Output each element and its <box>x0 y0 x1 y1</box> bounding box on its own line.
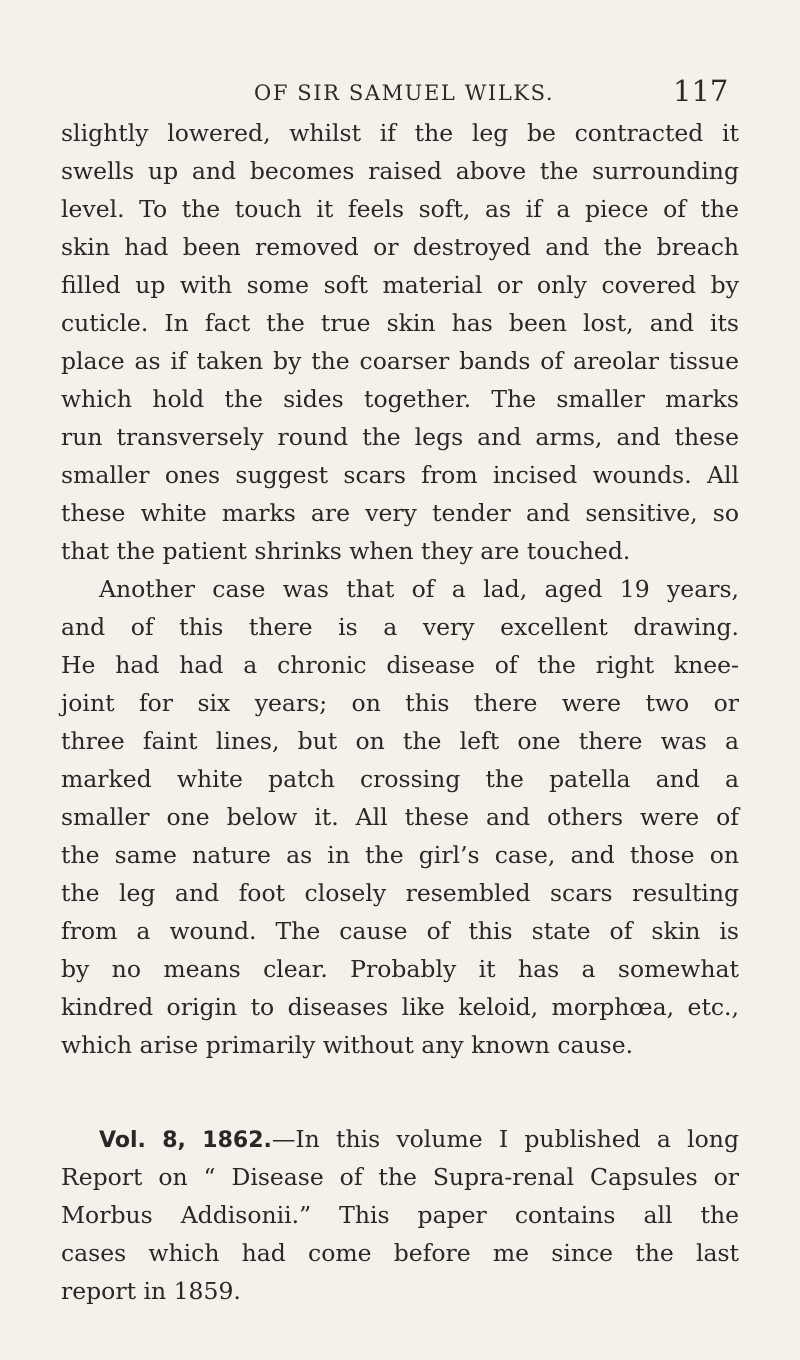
volume-heading: Vol. 8, 1862. <box>99 1128 272 1153</box>
text-line: which arise primarily without any known cause. <box>61 1031 634 1059</box>
text-line-rest: —In this volume I published a long <box>271 1125 739 1153</box>
text-line: by no means clear. Probably it has a somewhat <box>61 955 739 983</box>
text-line: smaller ones suggest scars from incised wounds. All <box>61 461 739 489</box>
text-line: Report on “ Disease of the Supra-renal Capsules or <box>61 1163 739 1191</box>
text-line: kindred origin to diseases like keloid, morphœa, etc., <box>61 993 739 1021</box>
text-line: He had had a chronic disease of the right knee- <box>61 651 739 679</box>
text-line: from a wound. The cause of this state of skin is <box>61 917 739 945</box>
text-line: three faint lines, but on the left one there was a <box>61 727 739 755</box>
text-line: that the patient shrinks when they are touched. <box>61 537 631 565</box>
text-line: filled up with some soft material or only covered by <box>61 271 739 299</box>
text-line: report in 1859. <box>61 1277 241 1305</box>
text-line: slightly lowered, whilst if the leg be contracted it <box>61 119 739 147</box>
text-line: the same nature as in the girl’s case, and those on <box>61 841 739 869</box>
text-line <box>99 1120 739 1158</box>
text-line: level. To the touch it feels soft, as if a piece of the <box>61 195 739 223</box>
text-line: the leg and foot closely resembled scars resulting <box>61 879 739 907</box>
text-line: cases which had come before me since the last <box>61 1239 739 1267</box>
text-line: cuticle. In fact the true skin has been lost, and its <box>61 309 739 337</box>
text-line: Morbus Addisonii.” This paper contains all the <box>61 1201 739 1229</box>
text-line: and of this there is a very excellent drawing. <box>61 613 739 641</box>
text-line: run transversely round the legs and arms, and these <box>61 423 739 451</box>
text-line: marked white patch crossing the patella and a <box>61 765 739 793</box>
text-line: smaller one below it. All these and others were of <box>61 803 739 831</box>
text-line: Another case was that of a lad, aged 19 years, <box>99 575 739 603</box>
text-line: skin had been removed or destroyed and the breach <box>61 233 739 261</box>
text-line: place as if taken by the coarser bands of areolar tissue <box>61 347 739 375</box>
running-head: OF SIR SAMUEL WILKS. <box>254 81 555 105</box>
text-line: these white marks are very tender and sensitive, so <box>61 499 739 527</box>
text-line: which hold the sides together. The smaller marks <box>61 385 739 413</box>
page-number: 117 <box>673 74 729 108</box>
text-line: joint for six years; on this there were two or <box>61 689 739 717</box>
text-line: swells up and becomes raised above the surrounding <box>61 157 739 185</box>
